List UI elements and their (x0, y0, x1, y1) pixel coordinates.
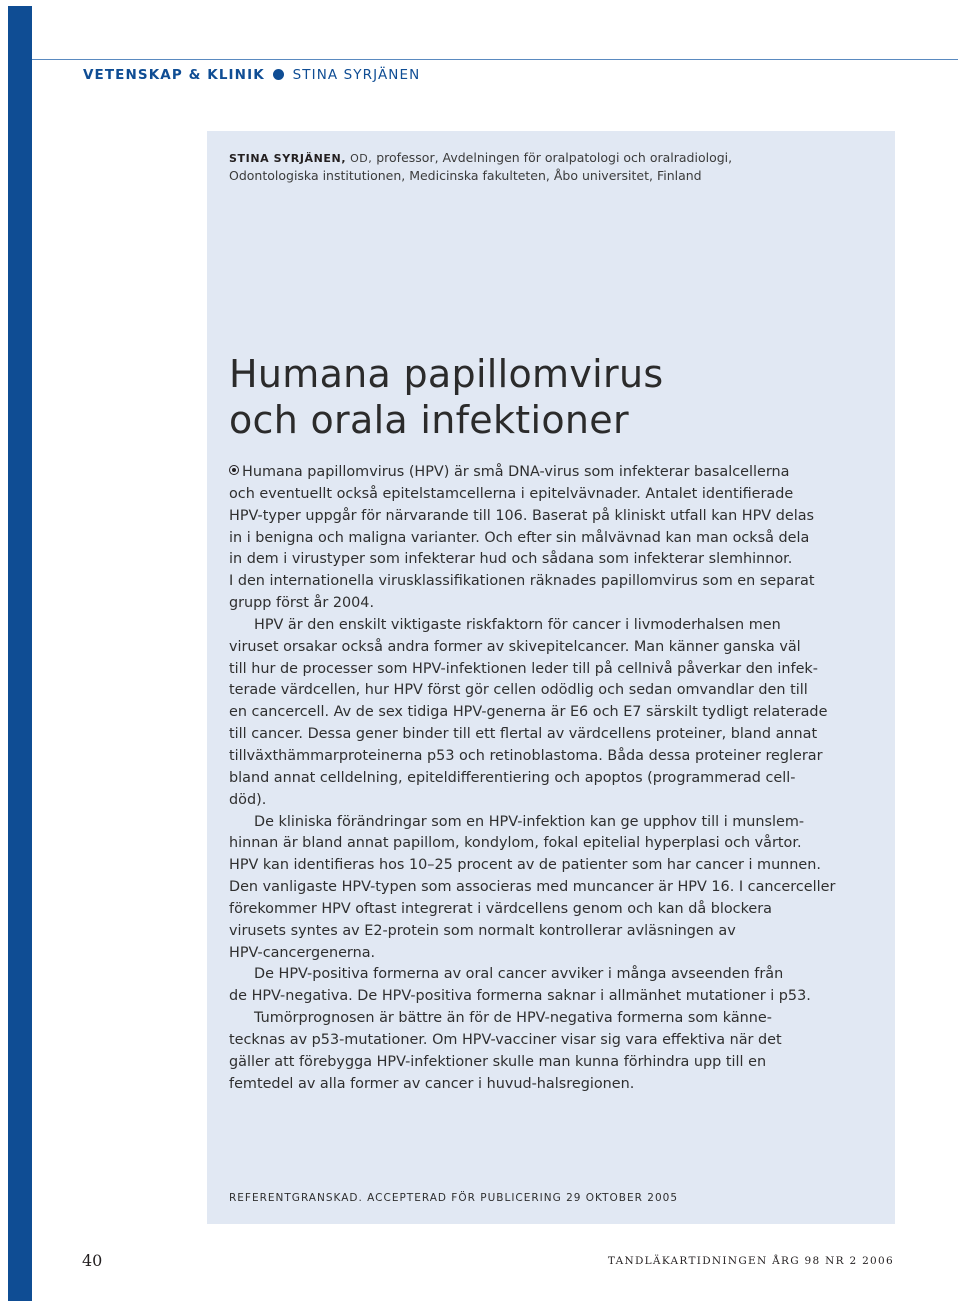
abstract-line-text: tillväxthämmarproteinerna p53 och retinoblastoma. Båda dessa proteiner reglerar (229, 747, 823, 764)
abstract-line (229, 593, 829, 615)
section-label: VETENSKAP & KLINIK (83, 67, 265, 83)
abstract-line (229, 659, 829, 681)
abstract-line (229, 724, 829, 746)
abstract-line-text: HPV kan identifieras hos 10–25 procent av de patienter som har cancer i munnen. (229, 857, 821, 874)
abstract-line (229, 615, 829, 637)
left-spine-bar (8, 6, 32, 1301)
abstract-line-text: De HPV-positiva formerna av oral cancer avviker i många avseenden från (254, 966, 784, 983)
article-title (229, 351, 663, 443)
abstract-line-text: förekommer HPV oftast integrerat i värdcellens genom och kan då blockera (229, 900, 773, 917)
abstract-line-text: död). (229, 791, 267, 808)
journal-footer: TANDLÄKARTIDNINGEN ÅRG 98 NR 2 2006 (607, 1255, 894, 1267)
header-rule (32, 59, 958, 60)
target-bullet-icon (229, 465, 239, 475)
abstract-line (229, 790, 829, 812)
abstract-line-text: grupp först år 2004. (229, 595, 375, 612)
abstract-line (229, 549, 829, 571)
running-head (83, 67, 420, 83)
abstract-line-text: hinnan är bland annat papillom, kondylom, fokal epitelial hyperplasi och vårtor. (229, 835, 802, 852)
abstract-paragraph (229, 1008, 829, 1095)
abstract-line-text: HPV-typer uppgår för närvarande till 106. Baserat på kliniskt utfall kan HPV delas (229, 507, 815, 524)
abstract-line (229, 855, 829, 877)
abstract-line-text: Den vanligaste HPV-typen som associeras med muncancer är HPV 16. I cancerceller (229, 879, 836, 896)
abstract-line-text: in i benigna och maligna varianter. Och efter sin målvävnad kan man också dela (229, 529, 810, 546)
abstract-line (229, 964, 829, 986)
abstract-paragraph (229, 462, 829, 615)
abstract-line (229, 506, 829, 528)
abstract-line (229, 943, 829, 965)
byline-affiliation-2: Odontologiska institutionen, Medicinska fakulteten, Åbo universitet, Finland (229, 168, 702, 183)
abstract-line-text: Tumörprognosen är bättre än för de HPV-negativa formerna som känne- (254, 1010, 772, 1027)
abstract-line-text: viruset orsakar också andra former av skivepitelcancer. Man känner ganska väl (229, 638, 801, 655)
byline-author: STINA SYRJÄNEN, (229, 152, 347, 165)
abstract-line-text: I den internationella virusklassifikationen räknades papillomvirus som en separat (229, 573, 815, 590)
abstract-line-text: de HPV-negativa. De HPV-positiva formerna saknar i allmänhet mutationer i p53. (229, 988, 811, 1005)
abstract-line-text: till hur de processer som HPV-infektionen leder till på cellnivå påverkar den infek- (229, 660, 818, 677)
abstract-line (229, 746, 829, 768)
abstract-line-text: in dem i virustyper som infekterar hud och sådana som infekterar slemhinnor. (229, 551, 793, 568)
abstract-line (229, 462, 829, 484)
abstract-line-text: till cancer. Dessa gener binder till ett flertal av värdcellens proteiner, bland annat (229, 726, 818, 743)
abstract-line (229, 528, 829, 550)
referee-note: REFERENTGRANSKAD. ACCEPTERAD FÖR PUBLICERING 29 OKTOBER 2005 (229, 1192, 679, 1204)
abstract-line-text: HPV är den enskilt viktigaste riskfaktorn för cancer i livmoderhalsen men (254, 616, 781, 633)
abstract-line-text: HPV-cancergenerna. (229, 944, 376, 961)
abstract-line (229, 571, 829, 593)
abstract-line-text: en cancercell. Av de sex tidiga HPV-generna är E6 och E7 särskilt tydligt relaterade (229, 704, 828, 721)
abstract (229, 462, 836, 1095)
abstract-line (229, 986, 829, 1008)
abstract-line-text: femtedel av alla former av cancer i huvud-halsregionen. (229, 1075, 635, 1092)
abstract-line-text: virusets syntes av E2-protein som normalt kontrollerar avläsningen av (229, 922, 736, 939)
abstract-line (229, 921, 829, 943)
abstract-line (229, 1008, 829, 1030)
abstract-line (229, 1030, 829, 1052)
abstract-line (229, 637, 829, 659)
abstract-line-text: gäller att förebygga HPV-infektioner skulle man kunna förhindra upp till en (229, 1053, 767, 1070)
abstract-line (229, 899, 829, 921)
abstract-paragraph (229, 812, 836, 965)
abstract-line (229, 1052, 829, 1074)
abstract-line-text: terade värdcellen, hur HPV först gör cellen odödlig och sedan omvandlar den till (229, 682, 808, 699)
separator-dot-icon (273, 69, 284, 80)
abstract-line (229, 702, 829, 724)
abstract-line (229, 768, 829, 790)
abstract-line-text: Humana papillomvirus (HPV) är små DNA-virus som infekterar basalcellerna (242, 464, 790, 480)
abstract-line-text: tecknas av p53-mutationer. Om HPV-vacciner visar sig vara effektiva när det (229, 1031, 782, 1048)
abstract-line (229, 680, 829, 702)
abstract-paragraph (229, 615, 829, 812)
title-line-1: Humana papillomvirus (229, 352, 664, 396)
abstract-line (229, 1074, 829, 1096)
abstract-line (229, 484, 829, 506)
abstract-line-text: och eventuellt också epitelstamcellerna i epitelvävnader. Antalet identifierade (229, 485, 794, 502)
abstract-line (229, 877, 836, 899)
abstract-line (229, 833, 829, 855)
abstract-paragraph (229, 964, 829, 1008)
page-number: 40 (82, 1251, 103, 1270)
byline (229, 149, 869, 184)
abstract-line-text: De kliniska förändringar som en HPV-infektion kan ge upphov till i munslem- (254, 813, 805, 830)
abstract-line-text: bland annat celldelning, epiteldifferentiering och apoptos (programmerad cell- (229, 769, 796, 786)
abstract-line (229, 812, 829, 834)
title-line-2: och orala infektioner (229, 398, 629, 442)
running-head-author: STINA SYRJÄNEN (292, 67, 421, 83)
byline-affiliation-1: professor, Avdelningen för oralpatologi och oralradiologi, (376, 150, 733, 165)
byline-credential: OD, (350, 152, 373, 165)
